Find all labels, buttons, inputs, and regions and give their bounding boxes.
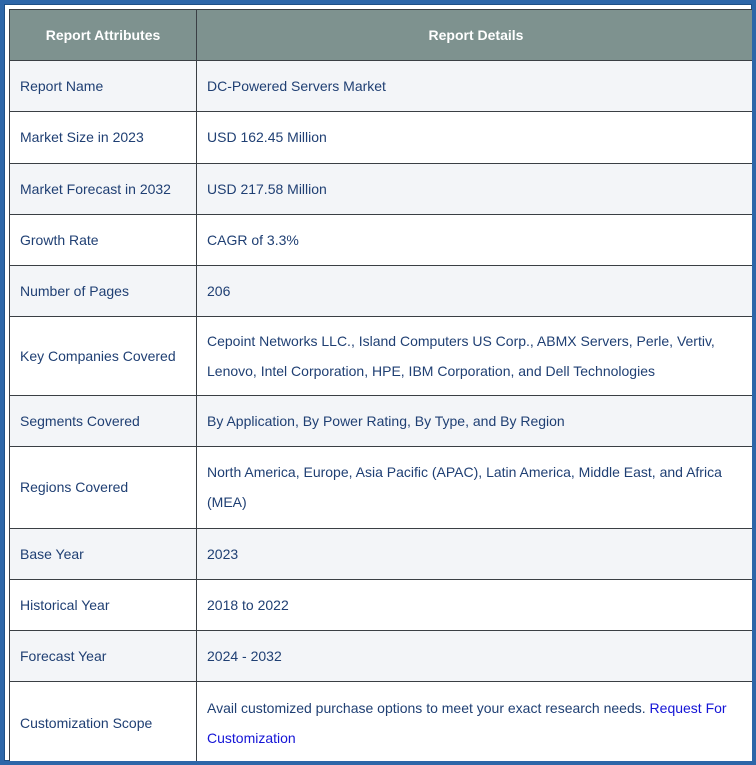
row-attribute: Market Forecast in 2032 <box>10 163 197 214</box>
table-row <box>10 447 756 528</box>
row-details: DC-Powered Servers Market <box>197 61 756 112</box>
row-details: 2024 - 2032 <box>197 631 756 682</box>
header-report-attributes: Report Attributes <box>10 10 197 61</box>
customization-text: Avail customized purchase options to meet your exact research needs. <box>207 699 646 716</box>
row-attribute: Key Companies Covered <box>10 317 197 395</box>
row-details: USD 217.58 Million <box>197 163 756 214</box>
table-row <box>10 61 756 112</box>
row-attribute: Segments Covered <box>10 395 197 446</box>
row-details: CAGR of 3.3% <box>197 214 756 265</box>
row-details: By Application, By Power Rating, By Type, and By Region <box>197 395 756 446</box>
table-row <box>10 266 756 317</box>
table-header-row <box>10 10 756 61</box>
table-row <box>10 631 756 682</box>
table-row <box>10 395 756 446</box>
row-attribute: Report Name <box>10 61 197 112</box>
row-attribute: Customization Scope <box>10 682 197 764</box>
row-details: North America, Europe, Asia Pacific (APAC), Latin America, Middle East, and Africa (MEA) <box>197 447 756 528</box>
row-attribute: Growth Rate <box>10 214 197 265</box>
row-details: 206 <box>197 266 756 317</box>
row-attribute: Number of Pages <box>10 266 197 317</box>
row-attribute: Market Size in 2023 <box>10 112 197 163</box>
table-row <box>10 214 756 265</box>
row-attribute: Regions Covered <box>10 447 197 528</box>
table-row <box>10 682 756 764</box>
row-attribute: Base Year <box>10 528 197 579</box>
table-row <box>10 528 756 579</box>
row-details: Cepoint Networks LLC., Island Computers US Corp., ABMX Servers, Perle, Vertiv, Lenovo, Intel Corporation, HPE, IBM Corporation, and Dell Technologies <box>197 317 756 395</box>
request-customization-link[interactable]: Request For Customization <box>207 699 727 746</box>
report-attributes-table <box>9 9 756 764</box>
row-attribute: Historical Year <box>10 579 197 630</box>
row-details <box>197 682 756 764</box>
row-details: 2018 to 2022 <box>197 579 756 630</box>
row-details: USD 162.45 Million <box>197 112 756 163</box>
table-row <box>10 112 756 163</box>
row-details: 2023 <box>197 528 756 579</box>
row-attribute: Forecast Year <box>10 631 197 682</box>
table-row <box>10 579 756 630</box>
table-row <box>10 317 756 395</box>
header-report-details: Report Details <box>197 10 756 61</box>
table-row <box>10 163 756 214</box>
